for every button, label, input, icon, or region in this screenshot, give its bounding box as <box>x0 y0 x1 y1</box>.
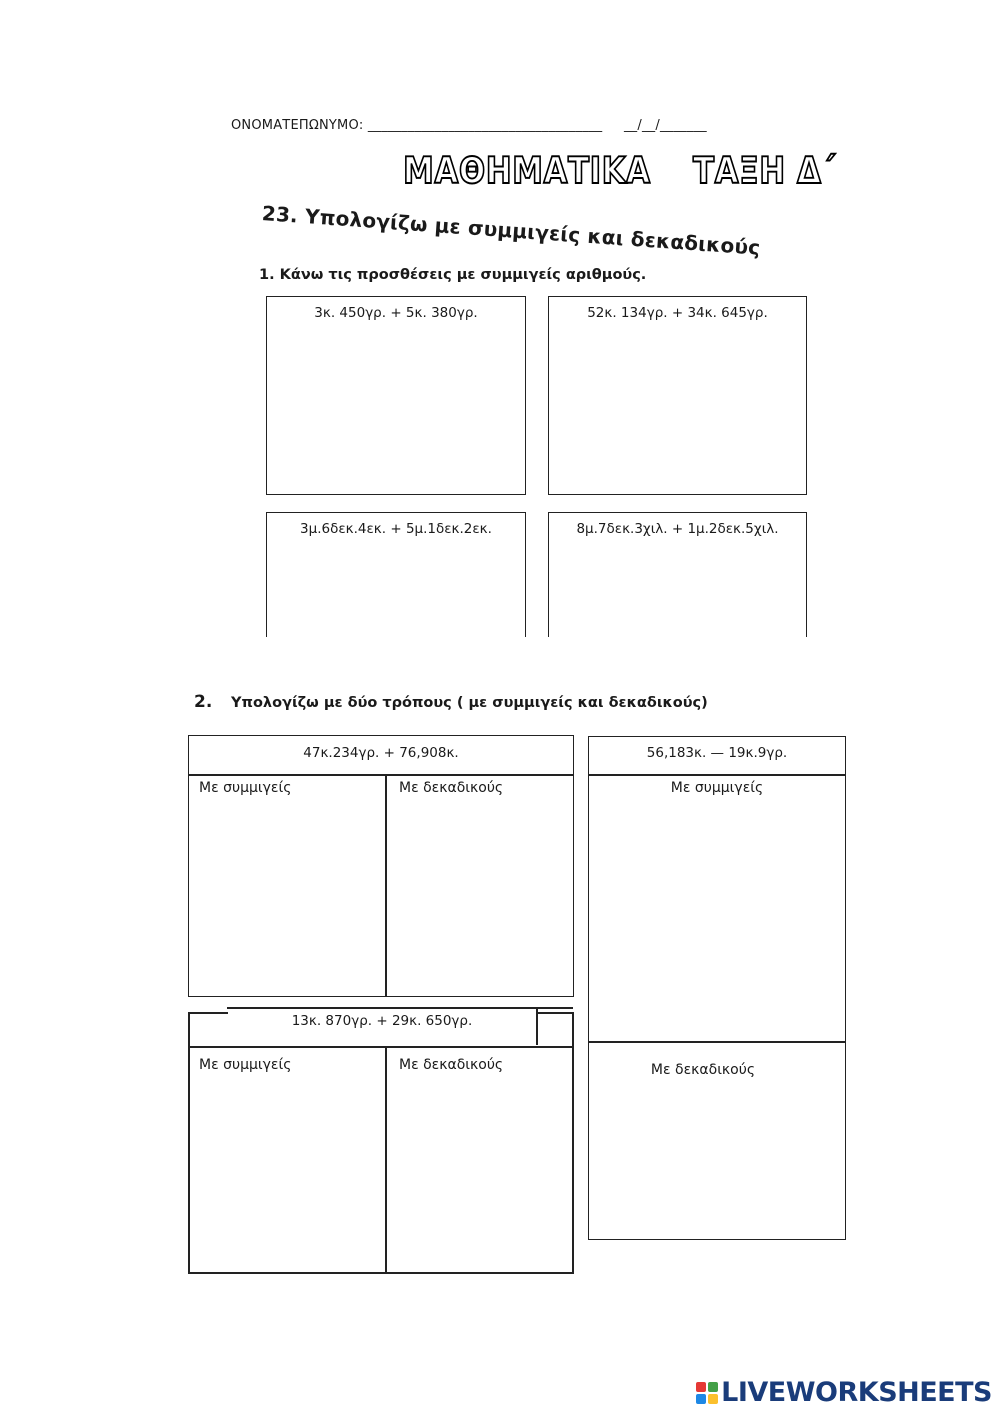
divider <box>385 1046 387 1274</box>
divider <box>188 774 574 776</box>
exercise1-box-2[interactable] <box>548 296 807 495</box>
table-a-decimal-answer-area[interactable] <box>388 800 572 995</box>
table-c-decimal-answer-area[interactable] <box>590 1085 844 1238</box>
grade-title: ΤΑΞΗ Δ΄ <box>693 150 836 193</box>
divider <box>588 1041 846 1043</box>
exercise2-problem-a: 47κ.234γρ. + 76,908κ. <box>303 745 459 761</box>
divider <box>572 1012 574 1274</box>
exercise1-problem-4: 8μ.7δεκ.3χιλ. + 1μ.2δεκ.5χιλ. <box>576 521 779 537</box>
table-c-mixed-label: Με συμμιγείς <box>670 780 764 796</box>
exercise1-problem-2: 52κ. 134γρ. + 34κ. 645γρ. <box>587 305 768 321</box>
name-input-line[interactable]: ___________________________________ <box>367 118 603 133</box>
exercise1-box-3[interactable] <box>266 512 526 637</box>
table-b-decimal-answer-area[interactable] <box>388 1078 572 1270</box>
table-b-mixed-label: Με συμμιγείς <box>199 1057 292 1073</box>
exercise2-heading: Υπολογίζω με δύο τρόπους ( με συμμιγείς και δεκαδικούς) <box>231 695 708 711</box>
exercise1-heading: 1. Κάνω τις προσθέσεις με συμμιγείς αριθμούς. <box>259 267 647 283</box>
exercise1-problem-3: 3μ.6δεκ.4εκ. + 5μ.1δεκ.2εκ. <box>300 521 492 537</box>
exercise2-problem-c: 56,183κ. — 19κ.9γρ. <box>646 745 788 761</box>
divider <box>385 774 387 997</box>
divider <box>227 1007 573 1009</box>
exercise2-problem-b: 13κ. 870γρ. + 29κ. 650γρ. <box>291 1013 473 1029</box>
divider <box>588 774 846 776</box>
table-a-mixed-label: Με συμμιγείς <box>199 780 292 796</box>
subject-title: ΜΑΘΗΜΑΤΙΚΑ <box>403 150 651 193</box>
lesson-title: 23. Υπολογίζω με συμμιγείς και δεκαδικούς <box>261 201 762 260</box>
logo-mark-icon <box>696 1382 718 1404</box>
exercise1-box-4[interactable] <box>548 512 807 637</box>
table-b-mixed-answer-area[interactable] <box>190 1078 384 1270</box>
table-c-mixed-answer-area[interactable] <box>590 800 844 1038</box>
name-label: ΟΝΟΜΑΤΕΠΩΝΥΜΟ: <box>231 118 364 133</box>
table-a-decimal-label: Με δεκαδικούς <box>399 780 504 796</box>
date-input-line[interactable]: __/__/_______ <box>623 118 707 133</box>
divider <box>188 1046 574 1048</box>
liveworksheets-logo <box>696 1377 992 1408</box>
exercise2-number: 2. <box>194 692 213 712</box>
table-c-decimal-label: Με δεκαδικούς <box>650 1062 756 1078</box>
table-a-mixed-answer-area[interactable] <box>190 800 384 995</box>
exercise1-problem-1: 3κ. 450γρ. + 5κ. 380γρ. <box>314 305 478 321</box>
divider <box>188 1012 228 1014</box>
name-date-line <box>231 118 707 133</box>
divider <box>537 1012 574 1014</box>
divider <box>188 1272 574 1274</box>
brand-name: LIVEWORKSHEETS <box>721 1377 992 1408</box>
table-b-decimal-label: Με δεκαδικούς <box>399 1057 504 1073</box>
exercise1-box-1[interactable] <box>266 296 526 495</box>
